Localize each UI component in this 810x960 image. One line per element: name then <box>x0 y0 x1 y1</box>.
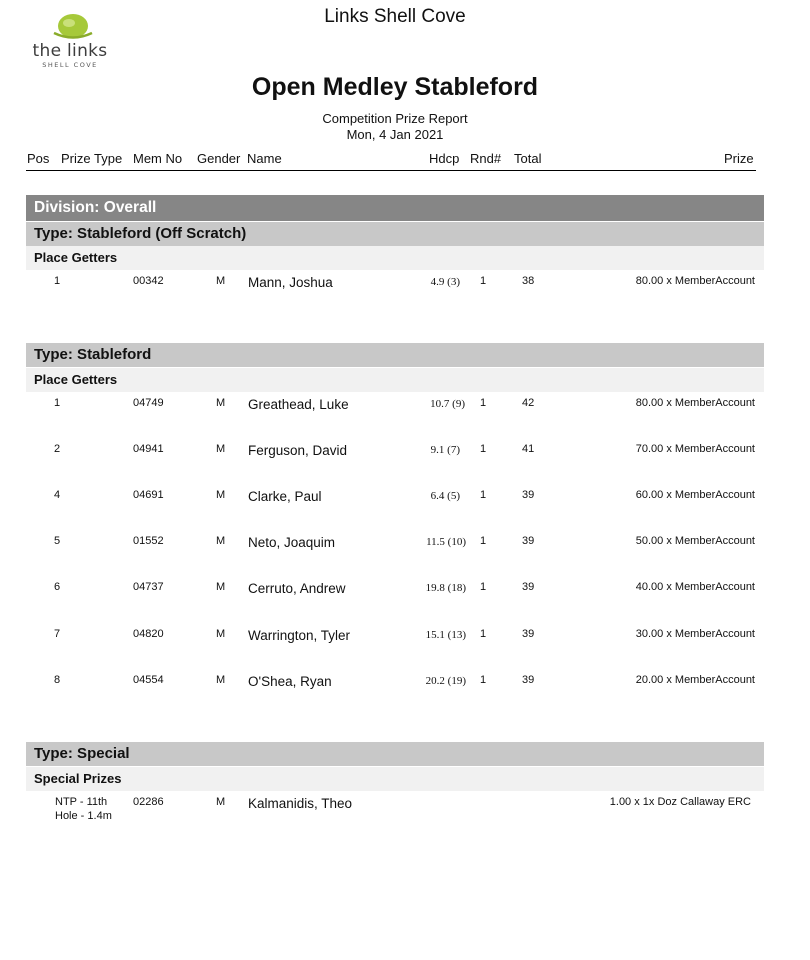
cell-pos: 1 <box>54 275 61 287</box>
cell-gender: M <box>216 397 226 409</box>
cell-prize: 1.00 x 1x Doz Callaway ERC <box>609 796 751 808</box>
report-subtitle: Competition Prize Report <box>322 111 468 126</box>
report-date: Mon, 4 Jan 2021 <box>346 127 444 142</box>
club-name: Links Shell Cove <box>324 6 466 27</box>
cell-mem-no: 04737 <box>133 581 164 593</box>
cell-rnd: 1 <box>480 275 487 287</box>
cell-total: 39 <box>522 581 535 593</box>
cell-total: 38 <box>522 275 535 287</box>
cell-name: Clarke, Paul <box>248 489 322 504</box>
cell-rnd: 1 <box>480 535 487 547</box>
cell-prize: 80.00 x MemberAccount <box>635 275 755 287</box>
column-header-prize: Prize <box>724 151 754 166</box>
cell-rnd: 1 <box>480 581 487 593</box>
cell-gender: M <box>216 443 226 455</box>
cell-mem-no: 04749 <box>133 397 164 409</box>
logo-sub-text: SHELL COVE <box>42 61 98 69</box>
cell-prize-type-line: Hole - 1.4m <box>55 810 112 822</box>
cell-prize: 20.00 x MemberAccount <box>635 674 755 686</box>
cell-pos: 2 <box>54 443 61 455</box>
cell-pos: 7 <box>54 628 61 640</box>
cell-gender: M <box>216 674 226 686</box>
cell-hdcp: 11.5 (10) <box>426 536 466 548</box>
column-header-mem-no: Mem No <box>133 151 183 166</box>
cell-mem-no: 04554 <box>133 674 164 686</box>
section-group-band: Special Prizes <box>26 767 764 791</box>
cell-gender: M <box>216 628 226 640</box>
cell-rnd: 1 <box>480 443 487 455</box>
cell-mem-no: 04820 <box>133 628 164 640</box>
cell-mem-no: 04941 <box>133 443 164 455</box>
column-header-gender: Gender <box>197 151 241 166</box>
cell-mem-no: 00342 <box>133 275 164 287</box>
cell-name: Mann, Joshua <box>248 275 333 290</box>
section-group-band: Place Getters <box>26 246 764 270</box>
column-header-prize-type: Prize Type <box>61 151 123 166</box>
cell-name: O'Shea, Ryan <box>248 674 332 689</box>
cell-rnd: 1 <box>480 674 487 686</box>
division-band: Division: Overall <box>26 195 764 221</box>
column-header-rnd: Rnd# <box>470 151 502 166</box>
cell-rnd: 1 <box>480 397 487 409</box>
cell-gender: M <box>216 581 226 593</box>
cell-name: Kalmanidis, Theo <box>248 796 353 811</box>
cell-prize: 50.00 x MemberAccount <box>635 535 755 547</box>
cell-total: 39 <box>522 674 535 686</box>
cell-gender: M <box>216 275 226 287</box>
cell-prize: 60.00 x MemberAccount <box>635 489 755 501</box>
logo-brand-text: the links <box>32 41 108 61</box>
cell-rnd: 1 <box>480 489 487 501</box>
cell-total: 39 <box>522 489 535 501</box>
cell-pos: 8 <box>54 674 61 686</box>
cell-name: Warrington, Tyler <box>248 628 351 643</box>
cell-total: 41 <box>522 443 535 455</box>
cell-gender: M <box>216 796 226 808</box>
cell-name: Greathead, Luke <box>248 397 349 412</box>
cell-hdcp: 19.8 (18) <box>425 582 466 594</box>
cell-hdcp: 6.4 (5) <box>430 490 460 502</box>
cell-name: Neto, Joaquim <box>248 535 336 550</box>
cell-hdcp: 4.9 (3) <box>430 276 460 288</box>
cell-pos: 4 <box>54 489 61 501</box>
cell-total: 39 <box>522 535 535 547</box>
cell-mem-no: 04691 <box>133 489 164 501</box>
cell-prize: 30.00 x MemberAccount <box>635 628 755 640</box>
cell-prize: 70.00 x MemberAccount <box>635 443 755 455</box>
header-divider <box>26 170 756 171</box>
cell-hdcp: 20.2 (19) <box>425 675 466 687</box>
cell-total: 39 <box>522 628 535 640</box>
cell-total: 42 <box>522 397 535 409</box>
cell-mem-no: 02286 <box>133 796 164 808</box>
column-header-hdcp: Hdcp <box>429 151 460 166</box>
cell-prize-type <box>55 795 112 823</box>
report-title: Open Medley Stableford <box>251 73 539 101</box>
column-header-name: Name <box>247 151 282 166</box>
column-header-total: Total <box>514 151 542 166</box>
cell-prize: 80.00 x MemberAccount <box>635 397 755 409</box>
cell-prize: 40.00 x MemberAccount <box>635 581 755 593</box>
cell-hdcp: 9.1 (7) <box>430 444 460 456</box>
section-type-band: Type: Stableford <box>26 343 764 367</box>
cell-hdcp: 15.1 (13) <box>425 629 466 641</box>
section-type-band: Type: Stableford (Off Scratch) <box>26 222 764 246</box>
cell-name: Ferguson, David <box>248 443 348 458</box>
cell-rnd: 1 <box>480 628 487 640</box>
cell-hdcp: 10.7 (9) <box>430 398 465 410</box>
cell-mem-no: 01552 <box>133 535 164 547</box>
cell-prize-type-line: NTP - 11th <box>55 796 108 808</box>
cell-pos: 1 <box>54 397 61 409</box>
cell-name: Cerruto, Andrew <box>248 581 346 596</box>
column-header-pos: Pos <box>27 151 50 166</box>
section-type-band: Type: Special <box>26 742 764 766</box>
cell-gender: M <box>216 535 226 547</box>
cell-gender: M <box>216 489 226 501</box>
cell-pos: 5 <box>54 535 61 547</box>
cell-pos: 6 <box>54 581 61 593</box>
section-group-band: Place Getters <box>26 368 764 392</box>
